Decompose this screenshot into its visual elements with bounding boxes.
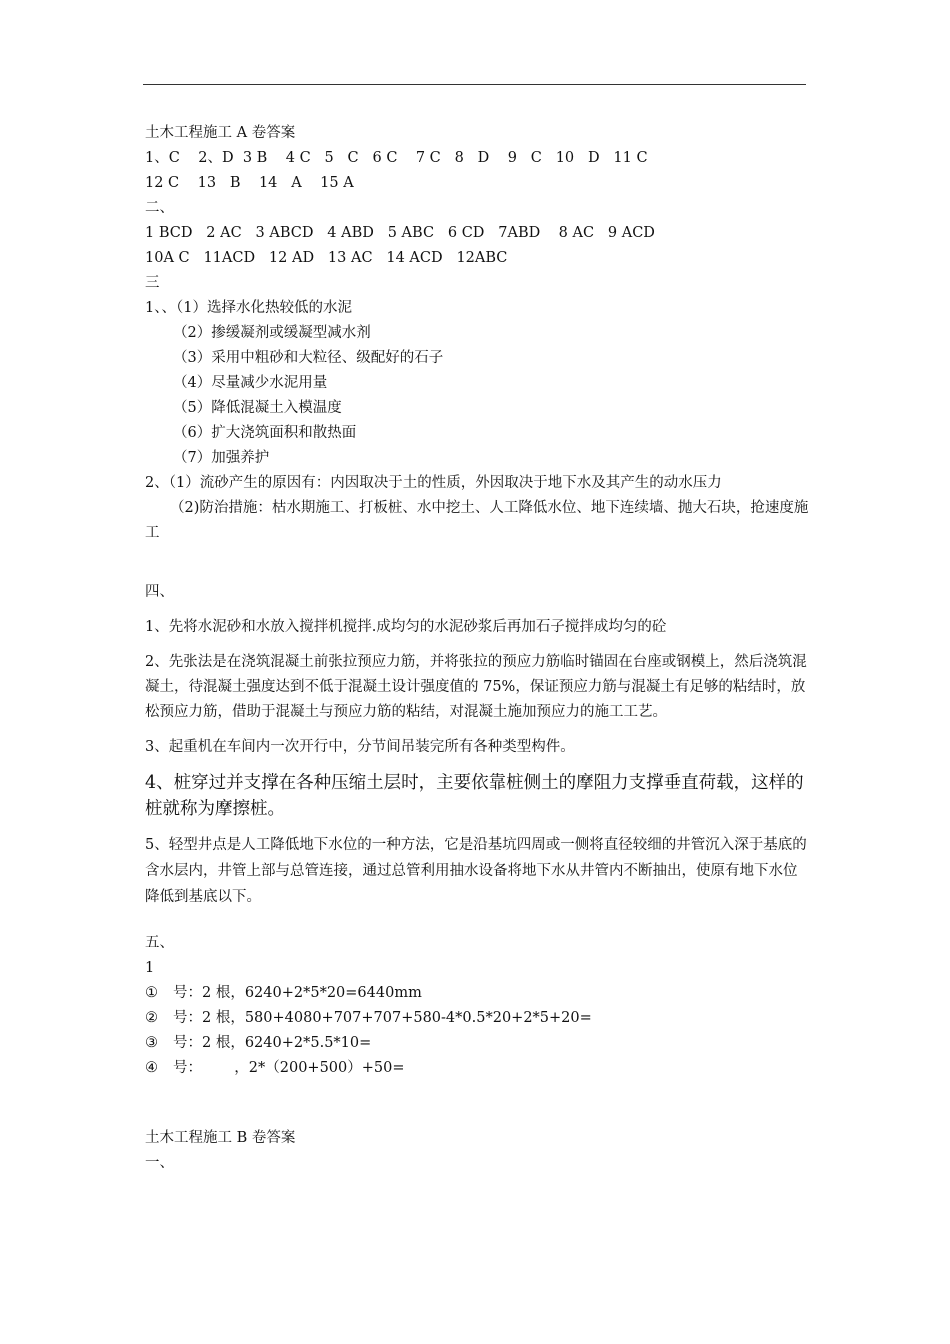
rebar-mark: ④ — [145, 1060, 158, 1076]
q3-1-measure: （2）掺缓凝剂或缓凝型减水剂 — [173, 325, 371, 341]
rebar-mark: ② — [145, 1010, 158, 1026]
header-rule — [143, 84, 806, 85]
q3-1-measure: （6）扩大浇筑面积和散热面 — [173, 425, 357, 441]
part-4-answer: 1、先将水泥砂和水放入搅拌机搅拌.成均匀的水泥砂浆后再加石子搅拌成均匀的砼 — [145, 619, 667, 635]
rebar-formula: 号：2 根，580+4080+707+707+580-4*0.5*20+2*5+20= — [173, 1010, 592, 1026]
part-4-answer: 2、先张法是在浇筑混凝土前张拉预应力筋，并将张拉的预应力筋临时锚固在台座或钢模上，然后浇筑混凝土，待混凝土强度达到不低于混凝土设计强度值的 75%，保证预应力筋与混凝土有足够的粘结时，放松预应力筋，借助于混凝土与预应力筋的粘结，对混凝土施加预应力的施工工艺。 — [145, 654, 807, 720]
section-a-title: 土木工程施工 A 卷答案 — [145, 125, 296, 141]
q3-1-measure: （3）采用中粗砂和大粒径、级配好的石子 — [173, 350, 444, 366]
mc-answers-line-1: 1、C 2、D 3 B 4 C 5 C 6 C 7 C 8 D 9 C 10 D 11 C — [145, 150, 648, 166]
q3-1-measure: （5）降低混凝土入模温度 — [173, 400, 342, 416]
rebar-mark: ① — [145, 985, 158, 1001]
rebar-line — [145, 1056, 810, 1081]
q3-1-first-measure: 1、、（1）选择水化热较低的水泥 — [145, 300, 352, 316]
section-b-title: 土木工程施工 B 卷答案 — [145, 1130, 296, 1146]
q3-2-prevention: （2)防治措施：枯水期施工、打板桩、水中挖土、人工降低水位、地下连续墙、抛大石块，抢速度施工 — [145, 500, 809, 541]
rebar-formula: 号： ，2*（200+500）+50= — [173, 1060, 405, 1076]
multi-answers-line-2: 10A C 11ACD 12 AD 13 AC 14 ACD 12ABC — [145, 250, 508, 266]
q3-1-measure: （7）加强养护 — [173, 450, 270, 466]
section-b-part-1-heading: 一、 — [145, 1155, 174, 1171]
part-5-heading: 五、 — [145, 935, 174, 951]
rebar-line — [145, 1006, 810, 1031]
multi-answers-line-1: 1 BCD 2 AC 3 ABCD 4 ABD 5 ABC 6 CD 7ABD 8 AC 9 ACD — [145, 225, 655, 241]
mc-answers-line-2: 12 C 13 B 14 A 15 A — [145, 175, 354, 191]
answer-document — [145, 121, 810, 1176]
rebar-formula: 号：2 根，6240+2*5.5*10= — [173, 1035, 372, 1051]
rebar-mark: ③ — [145, 1035, 158, 1051]
part-3-heading: 三 — [145, 275, 160, 291]
rebar-line — [145, 981, 810, 1006]
rebar-line — [145, 1031, 810, 1056]
rebar-formula: 号：2 根，6240+2*5*20=6440mm — [173, 985, 422, 1001]
q3-2-cause: 2、（1）流砂产生的原因有：内因取决于土的性质，外因取决于地下水及其产生的动水压力 — [145, 475, 722, 491]
part-2-heading: 二、 — [145, 200, 174, 216]
part-4-heading: 四、 — [145, 584, 174, 600]
part-5-number: 1 — [145, 960, 155, 976]
part-4-answer: 3、起重机在车间内一次开行中，分节间吊装完所有各种类型构件。 — [145, 739, 575, 755]
q3-1-measure: （4）尽量减少水泥用量 — [173, 375, 328, 391]
part-4-answer: 4、桩穿过并支撑在各种压缩土层时，主要依靠桩侧土的摩阻力支撑垂直荷载，这样的桩就称为摩擦桩。 — [145, 773, 804, 819]
part-4-answer: 5、轻型井点是人工降低地下水位的一种方法，它是沿基坑四周或一侧将直径较细的井管沉入深于基底的含水层内，井管上部与总管连接，通过总管利用抽水设备将地下水从井管内不断抽出，使原有地下水位降低到基底以下。 — [145, 837, 807, 905]
